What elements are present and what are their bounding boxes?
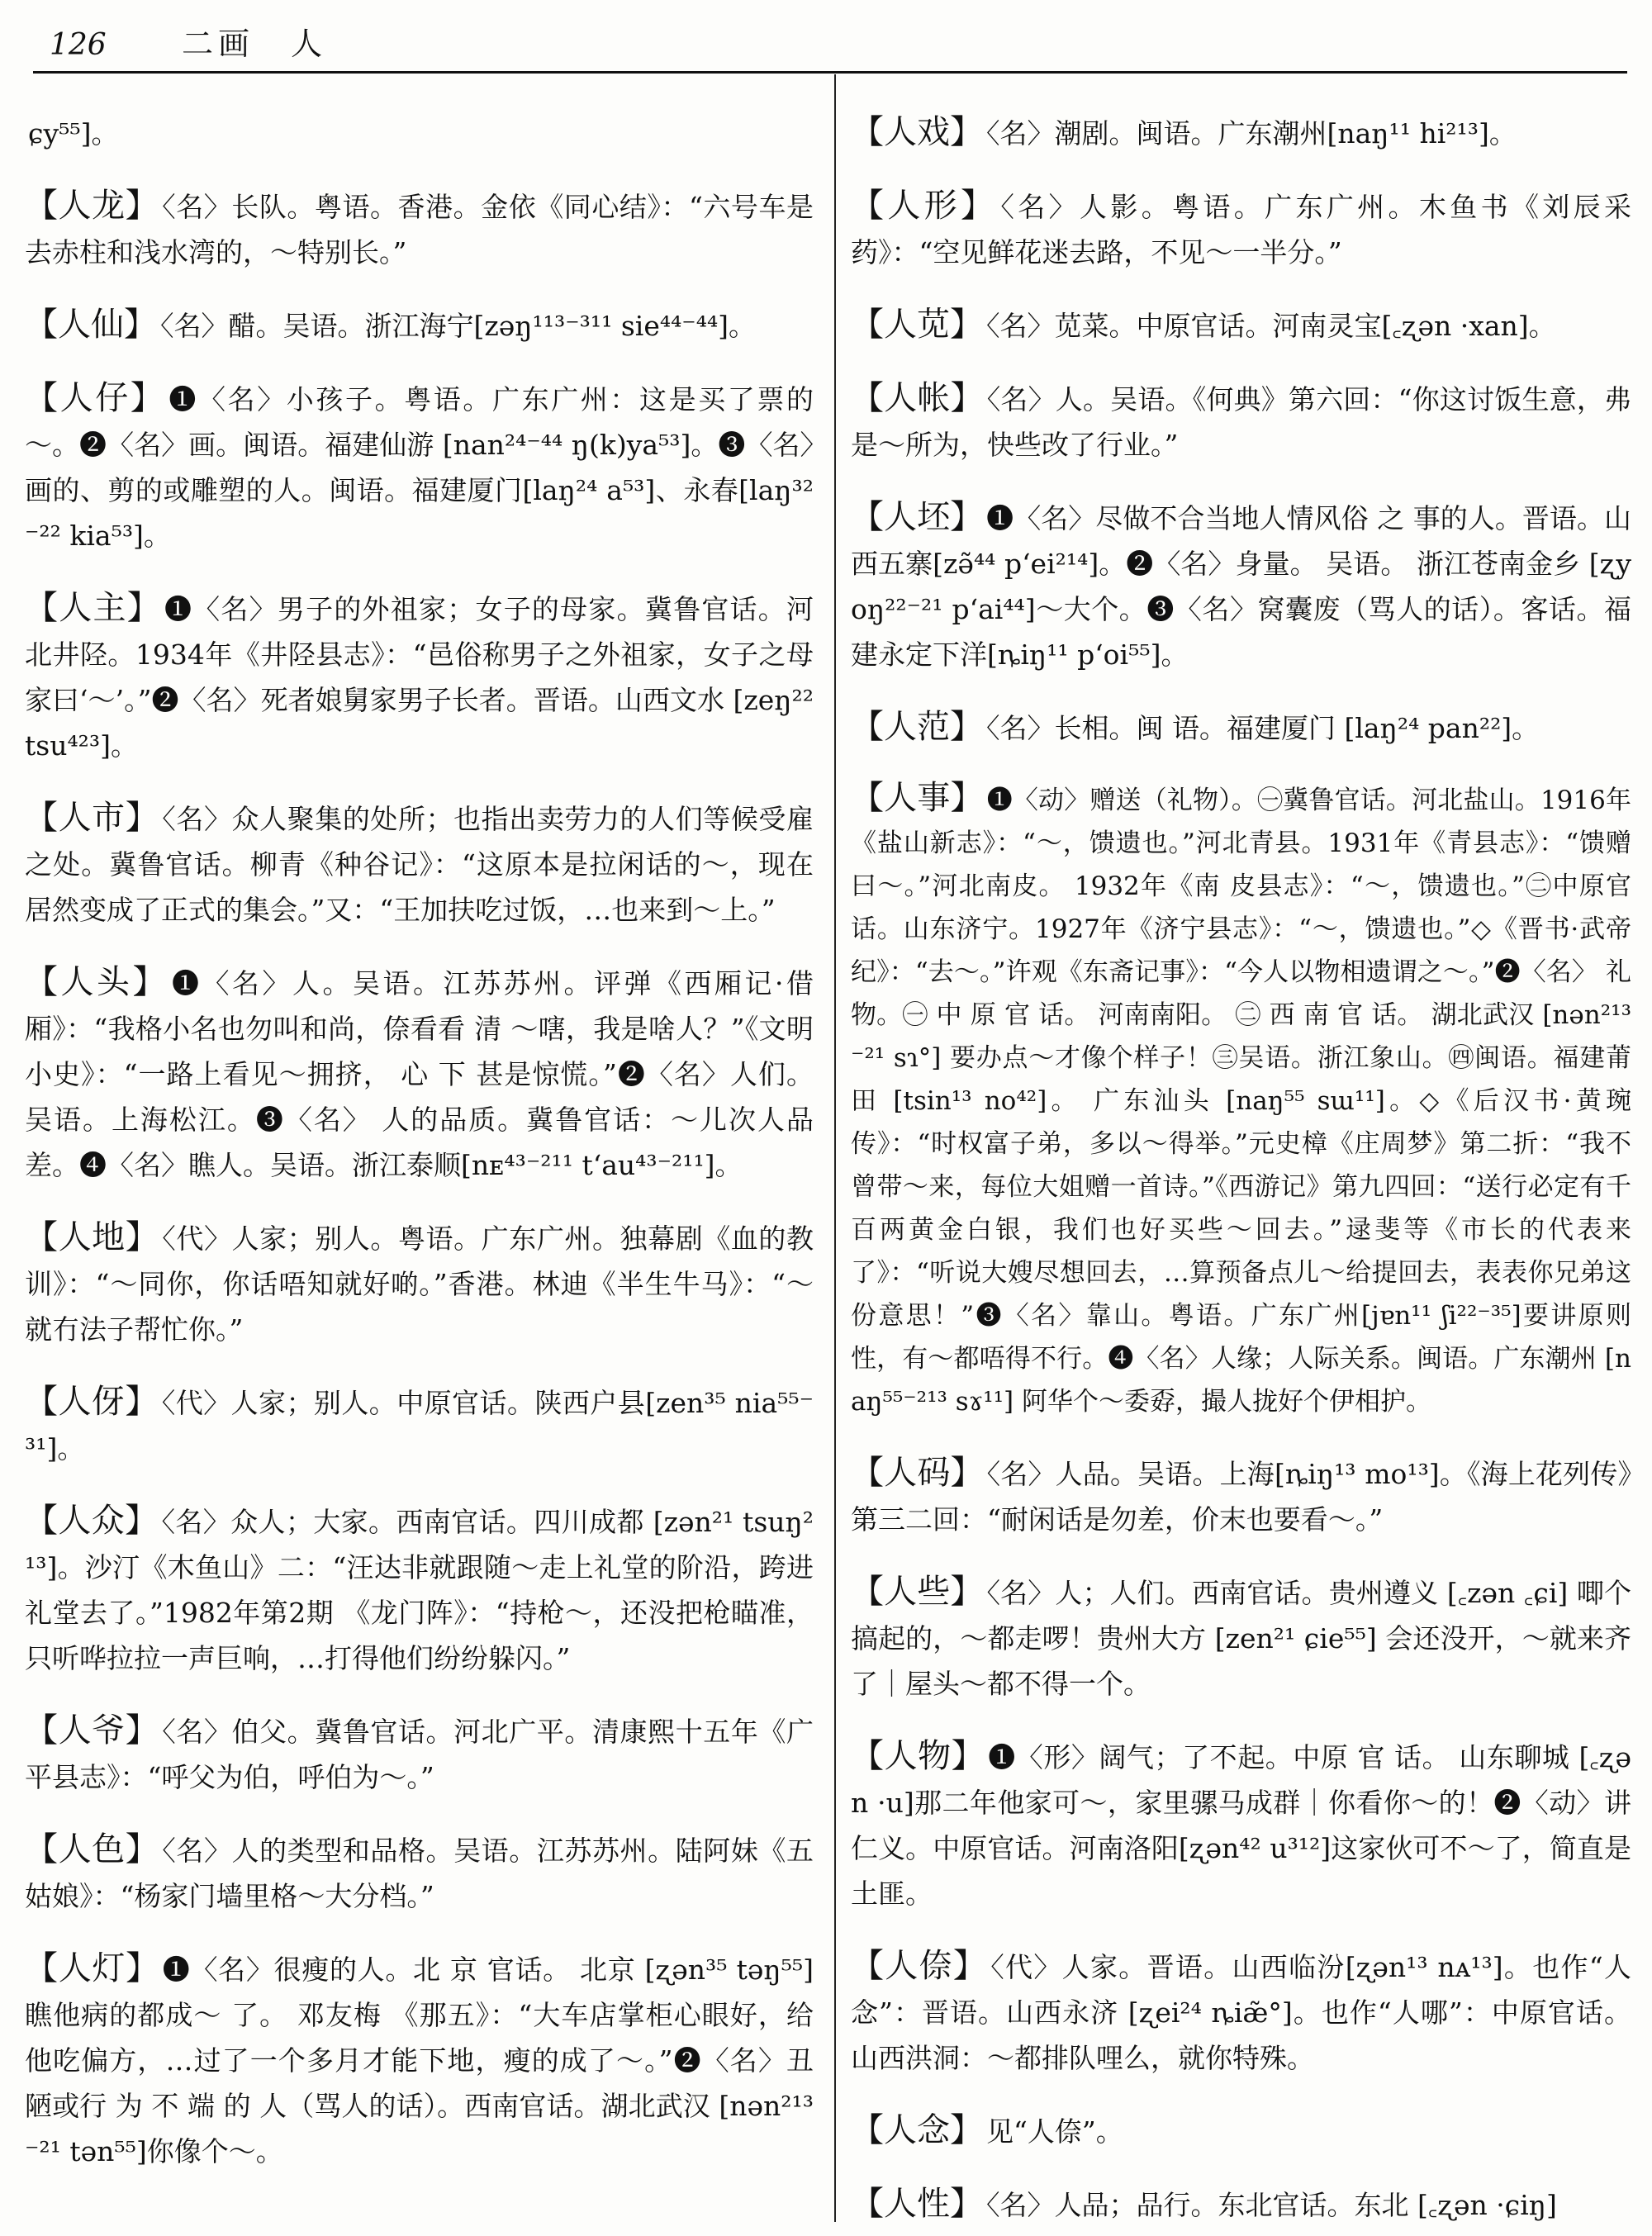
entry-headword: 【人苋】 [851, 306, 983, 344]
entry-definition: ❶〈动〉赠送（礼物）。㊀冀鲁官话。河北盐山。1916年《盐山新志》：“～，馈遗也。”河北青县。1931年《青县志》：“馈赠曰～。”河北南皮。 1932年《南 皮县志》：“～，馈遗也。”㊁中原官话。山东济宁。1927年《济宁县志》：“～，馈遗也。”◇《晋书·武帝纪》：“去～。”许观《东斋记事》：“今人以物相遗谓之～。”❷〈名〉 礼物。㊀ 中 原 官 话。 河南南阳。 ㊁ 西 南 官 话。 湖北武汉 [nən²¹³⁻²¹ sɿ°] 要办点～才像个样子！㊂吴语。浙江象山。㊃闽语。福建莆田 [tsin¹³ no⁴²]。 广东汕头 [naŋ⁵⁵ sɯ¹¹]。◇《后汉书·黄琬传》：“时权富子弟，多以～得举。”元史樟《庄周梦》第二折：“我不曾带～来，每位大姐赠一首诗。”《西游记》第九四回：“送行必定有千百两黄金白银，我们也好买些～回去。”逯斐等《市长的代表来了》：“听说大嫂尽想回去，…算预备点儿～给提回去，表表你兄弟这份意思！”❸〈名〉靠山。粤语。广东广州[jɐn¹¹ ʃi²²⁻³⁵]要讲原则性，有～都唔得不行。❹〈名〉人缘；人际关系。闽语。广东潮州 [naŋ⁵⁵⁻²¹³ sɤ¹¹] 阿华个～委孬，撮人拢好个伊相护。 [851, 786, 1632, 1417]
entry-definition: 〈名〉人的类型和品格。吴语。江苏苏州。陆阿妹《五姑娘》：“杨家门墙里格～大分档。” [25, 1835, 814, 1912]
dictionary-entry [851, 183, 1631, 275]
dictionary-entry [25, 376, 814, 558]
entry-headword: 【人伢】 [25, 1383, 159, 1421]
header-rule [33, 71, 1627, 74]
entry-headword: 【人些】 [851, 1573, 984, 1611]
entry-definition: 〈代〉人家；别人。中原官话。陕西户县[zen³⁵ nia⁵⁵⁻³¹]。 [25, 1387, 814, 1465]
entry-definition: 〈名〉潮剧。闽语。广东潮州[naŋ¹¹ hi²¹³]。 [986, 117, 1517, 150]
dictionary-entry [25, 586, 814, 768]
entry-definition: ɕy⁵⁵]。 [28, 117, 119, 150]
dictionary-entry [851, 776, 1631, 1423]
page-section-title: 二画 人 [182, 26, 328, 62]
entry-definition: 〈名〉人品；品行。东北官话。东北 [꜀ʐən ·ɕiŋ] [986, 2189, 1557, 2221]
entry-headword: 【人戏】 [851, 113, 983, 151]
entry-headword: 【人地】 [25, 1218, 159, 1256]
dictionary-entry [25, 1498, 814, 1681]
entry-headword: 【人龙】 [25, 187, 159, 225]
entry-headword: 【人灯】 [25, 1949, 159, 1987]
entry-definition: ❶〈名〉尽做不合当地人情风俗 之 事的人。晋语。山西五寨[zə̃⁴⁴ p‘ei²¹⁴]。❷〈名〉身量。 吴语。 浙江苍南金乡 [ʐyoŋ²²⁻²¹ p‘ai⁴⁴]～大个。❸〈名〉窝囊废（骂人的话）。客话。福建永定下洋[ȵiŋ¹¹ p‘oi⁵⁵]。 [851, 502, 1632, 671]
entry-headword: 【人主】 [25, 589, 161, 627]
entry-headword: 【人物】 [851, 1737, 985, 1775]
entry-definition: 见“人倷”。 [986, 2115, 1123, 2148]
dictionary-entry [25, 1827, 814, 1919]
dictionary-entry [25, 1946, 814, 2174]
entry-definition: 〈名〉醋。吴语。浙江海宁[zəŋ¹¹³⁻³¹¹ sie⁴⁴⁻⁴⁴]。 [160, 310, 757, 342]
entry-headword: 【人形】 [851, 187, 998, 225]
entry-definition: 〈名〉人；人们。西南官话。贵州遵义 [꜀zən ꜀ɕi] 唧个搞起的，～都走啰！贵州大方 [zen²¹ ɕie⁵⁵] 会还没开，～就来齐了｜屋头～都不得一个。 [851, 1577, 1632, 1700]
column-divider [834, 74, 836, 2222]
dictionary-entry [851, 2181, 1631, 2228]
dictionary-entry [25, 1708, 814, 1800]
dictionary-entry [25, 110, 814, 156]
entry-headword: 【人头】 [25, 963, 169, 1001]
entry-headword: 【人市】 [25, 799, 159, 837]
entry-headword: 【人范】 [851, 708, 983, 746]
entry-headword: 【人倷】 [851, 1947, 988, 1985]
entry-headword: 【人性】 [851, 2185, 983, 2223]
page-number: 126 [50, 28, 107, 62]
entry-definition: ❶〈名〉小孩子。粤语。广东广州：这是买了票的～。❷〈名〉画。闽语。福建仙游 [nan²⁴⁻⁴⁴ ŋ(k)ya⁵³]。❸〈名〉画的、剪的或雕塑的人。闽语。福建厦门[laŋ²⁴ a⁵³]、永春[laŋ³²⁻²² kia⁵³]。 [25, 383, 814, 552]
dictionary-entry [25, 1379, 814, 1471]
entry-definition: 〈名〉众人聚集的处所；也指出卖劳力的人们等候受雇之处。冀鲁官话。柳青《种谷记》：“这原本是拉闲话的～，现在居然变成了正式的集会。”又：“王加扶吃过饭，…也来到～上。” [25, 803, 814, 926]
dictionary-entry [25, 795, 814, 933]
dictionary-entry [851, 110, 1631, 156]
entry-definition: 〈代〉人家。晋语。山西临汾[ʐən¹³ nᴀ¹³]。也作“人念”：晋语。山西永济 [ʐei²⁴ ȵiæ̃°]。也作“人哪”：中原官话。山西洪洞：～都排队哩么，就你特殊。 [851, 1951, 1631, 2074]
entry-definition: ❶〈名〉很瘦的人。北 京 官话。 北京 [ʐən³⁵ təŋ⁵⁵] 瞧他病的都成～ 了。 邓友梅 《那五》：“大车店掌柜心眼好，给他吃偏方，…过了一个多月才能下地，瘦的成了～。”❷〈名〉丑陋或行 为 不 端 的 人（骂人的话）。西南官话。湖北武汉 [nən²¹³⁻²¹ tən⁵⁵]你像个～。 [25, 1954, 814, 2167]
dictionary-entry [851, 1944, 1631, 2081]
dictionary-entry [851, 376, 1631, 468]
entry-definition: 〈名〉众人；大家。西南官话。四川成都 [zən²¹ tsuŋ²¹³]。沙汀《木鱼山》二：“汪达非就跟随～走上礼堂的阶沿，跨进礼堂去了。”1982年第2期 《龙门阵》：“持枪～，还没把枪瞄准，只听哗拉拉一声巨响，…打得他们纷纷躲闪。” [25, 1506, 814, 1674]
right-column [851, 83, 1631, 2236]
entry-headword: 【人爷】 [25, 1711, 159, 1749]
entry-definition: 〈名〉人影。粤语。广东广州。木鱼书《刘辰采药》：“空见鲜花迷去路，不见～一半分。” [851, 191, 1632, 268]
entry-definition: 〈名〉长相。闽 语。福建厦门 [laŋ²⁴ pan²²]。 [986, 712, 1540, 744]
entry-headword: 【人众】 [25, 1502, 159, 1540]
dictionary-entry [851, 1569, 1631, 1707]
entry-headword: 【人色】 [25, 1830, 159, 1868]
dictionary-entry [25, 183, 814, 275]
entry-headword: 【人事】 [851, 779, 984, 817]
entry-definition: ❶〈形〉阔气；了不起。中原 官 话。 山东聊城 [꜀ʐən ·u]那二年他家可～，家里骡马成群｜你看你～的！❷〈动〉讲仁义。中原官话。河南洛阳[ʐən⁴² u³¹²]这家伙可不～了，简直是土匪。 [851, 1741, 1631, 1910]
dictionary-entry [851, 302, 1631, 349]
dictionary-entry [851, 495, 1631, 677]
dictionary-entry [851, 1450, 1631, 1542]
page-header [50, 18, 327, 76]
dictionary-entry [25, 1215, 814, 1352]
entry-headword: 【人坯】 [851, 498, 984, 536]
entry-definition: 〈代〉人家；别人。粤语。广东广州。独幕剧《血的教训》：“～同你，你话唔知就好啲。”香港。林迪《半生牛马》：“～就冇法子帮忙你。” [25, 1222, 814, 1346]
entry-headword: 【人码】 [851, 1454, 984, 1492]
entry-definition: ❶〈名〉男子的外祖家；女子的母家。冀鲁官话。河北井陉。1934年《井陉县志》：“邑俗称男子之外祖家，女子之母家曰‘～’。”❷〈名〉死者娘舅家男子长者。晋语。山西文水 [zeŋ²² tsu⁴²³]。 [25, 593, 814, 762]
left-column [25, 83, 814, 2182]
entry-headword: 【人帐】 [851, 379, 984, 417]
entry-definition: 〈名〉长队。粤语。香港。金依《同心结》：“六号车是去赤柱和浅水湾的，～特别长。” [25, 191, 814, 268]
entry-definition: 〈名〉人品。吴语。上海[ȵiŋ¹³ mo¹³]。《海上花列传》第三二回：“耐闲话是勿差，价末也要看～。” [851, 1458, 1631, 1536]
entry-headword: 【人念】 [851, 2111, 983, 2149]
entry-headword: 【人仔】 [25, 379, 166, 417]
dictionary-entry [851, 705, 1631, 751]
dictionary-entry [25, 302, 814, 349]
entry-definition: 〈名〉伯父。冀鲁官话。河北广平。清康熙十五年《广平县志》：“呼父为伯，呼伯为～。” [25, 1716, 814, 1793]
entry-definition: 〈名〉人。吴语。《何典》第六回：“你这讨饭生意，弗是～所为，快些改了行业。” [851, 383, 1631, 461]
entry-definition: ❶〈名〉人。吴语。江苏苏州。评弹《西厢记·借厢》：“我格小名也勿叫和尚，倷看看 清 ～嗐，我是啥人？”《文明小史》：“一路上看见～拥挤， 心 下 甚是惊慌。”❷〈名〉人们。吴语。上海松江。❸〈名〉 人的品质。冀鲁官话：～儿次人品差。❹〈名〉瞧人。吴语。浙江泰顺[nᴇ⁴³⁻²¹¹ t‘au⁴³⁻²¹¹]。 [25, 967, 814, 1181]
entry-definition: 〈名〉苋菜。中原官话。河南灵宝[꜀ʐən ·xan]。 [986, 310, 1556, 342]
dictionary-entry [851, 2108, 1631, 2154]
entry-headword: 【人仙】 [25, 306, 157, 344]
dictionary-entry [25, 960, 814, 1188]
dictionary-entry [851, 1734, 1631, 1916]
